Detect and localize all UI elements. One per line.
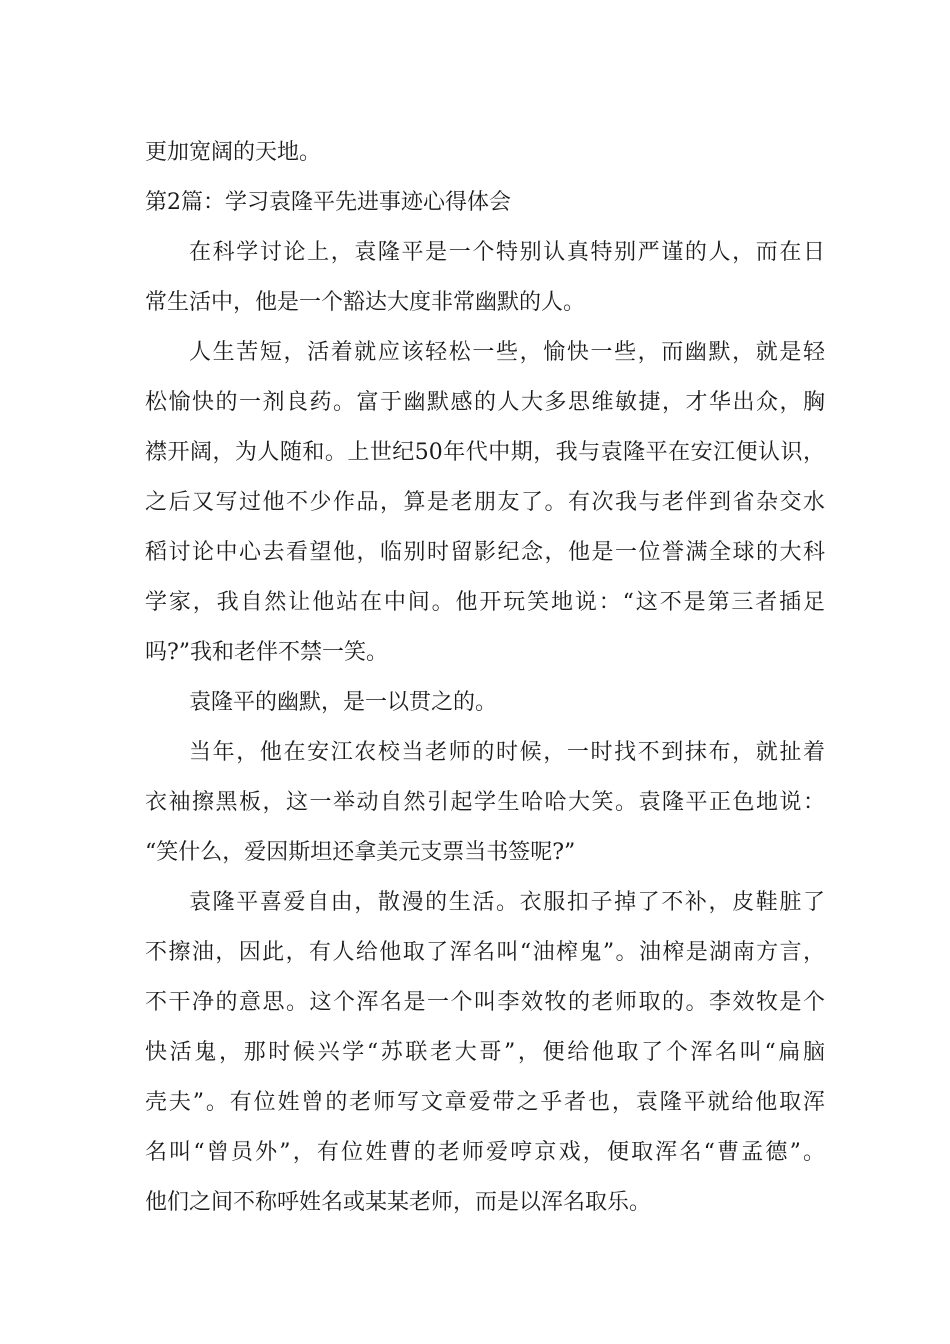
text-line: 不擦油，因此，有人给他取了浑名叫“油榨鬼”。油榨是湖南方言， — [145, 940, 825, 965]
text-line: 襟开阔，为人随和。上世纪50年代中期，我与袁隆平在安江便认识， — [145, 440, 825, 465]
text-line: 快活鬼，那时候兴学“苏联老大哥”，便给他取了个浑名叫“扁脑 — [145, 1040, 825, 1065]
paragraph-first-line: 当年，他在安江农校当老师的时候，一时找不到抹布，就扯着 — [189, 740, 825, 765]
text-line: 松愉快的一剂良药。富于幽默感的人大多思维敏捷，才华出众，胸 — [145, 390, 825, 415]
text-line: 壳夫”。有位姓曾的老师写文章爱带之乎者也，袁隆平就给他取浑 — [145, 1090, 825, 1115]
paragraph-first-line: 人生苦短，活着就应该轻松一些，愉快一些，而幽默，就是轻 — [189, 340, 825, 365]
paragraph-first-line: 袁隆平的幽默，是一以贯之的。 — [189, 690, 498, 715]
text-line: 吗?”我和老伴不禁一笑。 — [145, 640, 389, 665]
text-line: 名叫“曾员外”，有位姓曹的老师爱哼京戏，便取浑名“曹孟德”。 — [145, 1140, 825, 1165]
text-line: 常生活中，他是一个豁达大度非常幽默的人。 — [145, 290, 586, 315]
paragraph-first-line: 在科学讨论上，袁隆平是一个特别认真特别严谨的人，而在日 — [189, 240, 825, 265]
paragraph-first-line: 袁隆平喜爱自由，散漫的生活。衣服扣子掉了不补，皮鞋脏了 — [189, 890, 825, 915]
document-body — [145, 128, 825, 1228]
text-line: 他们之间不称呼姓名或某某老师，而是以浑名取乐。 — [145, 1190, 652, 1215]
text-line: 稻讨论中心去看望他，临别时留影纪念，他是一位誉满全球的大科 — [145, 540, 825, 565]
section-heading: 第2篇：学习袁隆平先进事迹心得体会 — [145, 190, 511, 215]
text-line: 学家，我自然让他站在中间。他开玩笑地说：“这不是第三者插足 — [145, 590, 825, 615]
text-line: 更加宽阔的天地。 — [145, 140, 322, 165]
text-line: 之后又写过他不少作品，算是老朋友了。有次我与老伴到省杂交水 — [145, 490, 825, 515]
text-line: 不干净的意思。这个浑名是一个叫李效牧的老师取的。李效牧是个 — [145, 990, 825, 1015]
text-line: 衣袖擦黑板，这一举动自然引起学生哈哈大笑。袁隆平正色地说： — [145, 790, 825, 815]
text-line: “笑什么，爱因斯坦还拿美元支票当书签呢?” — [145, 840, 576, 865]
